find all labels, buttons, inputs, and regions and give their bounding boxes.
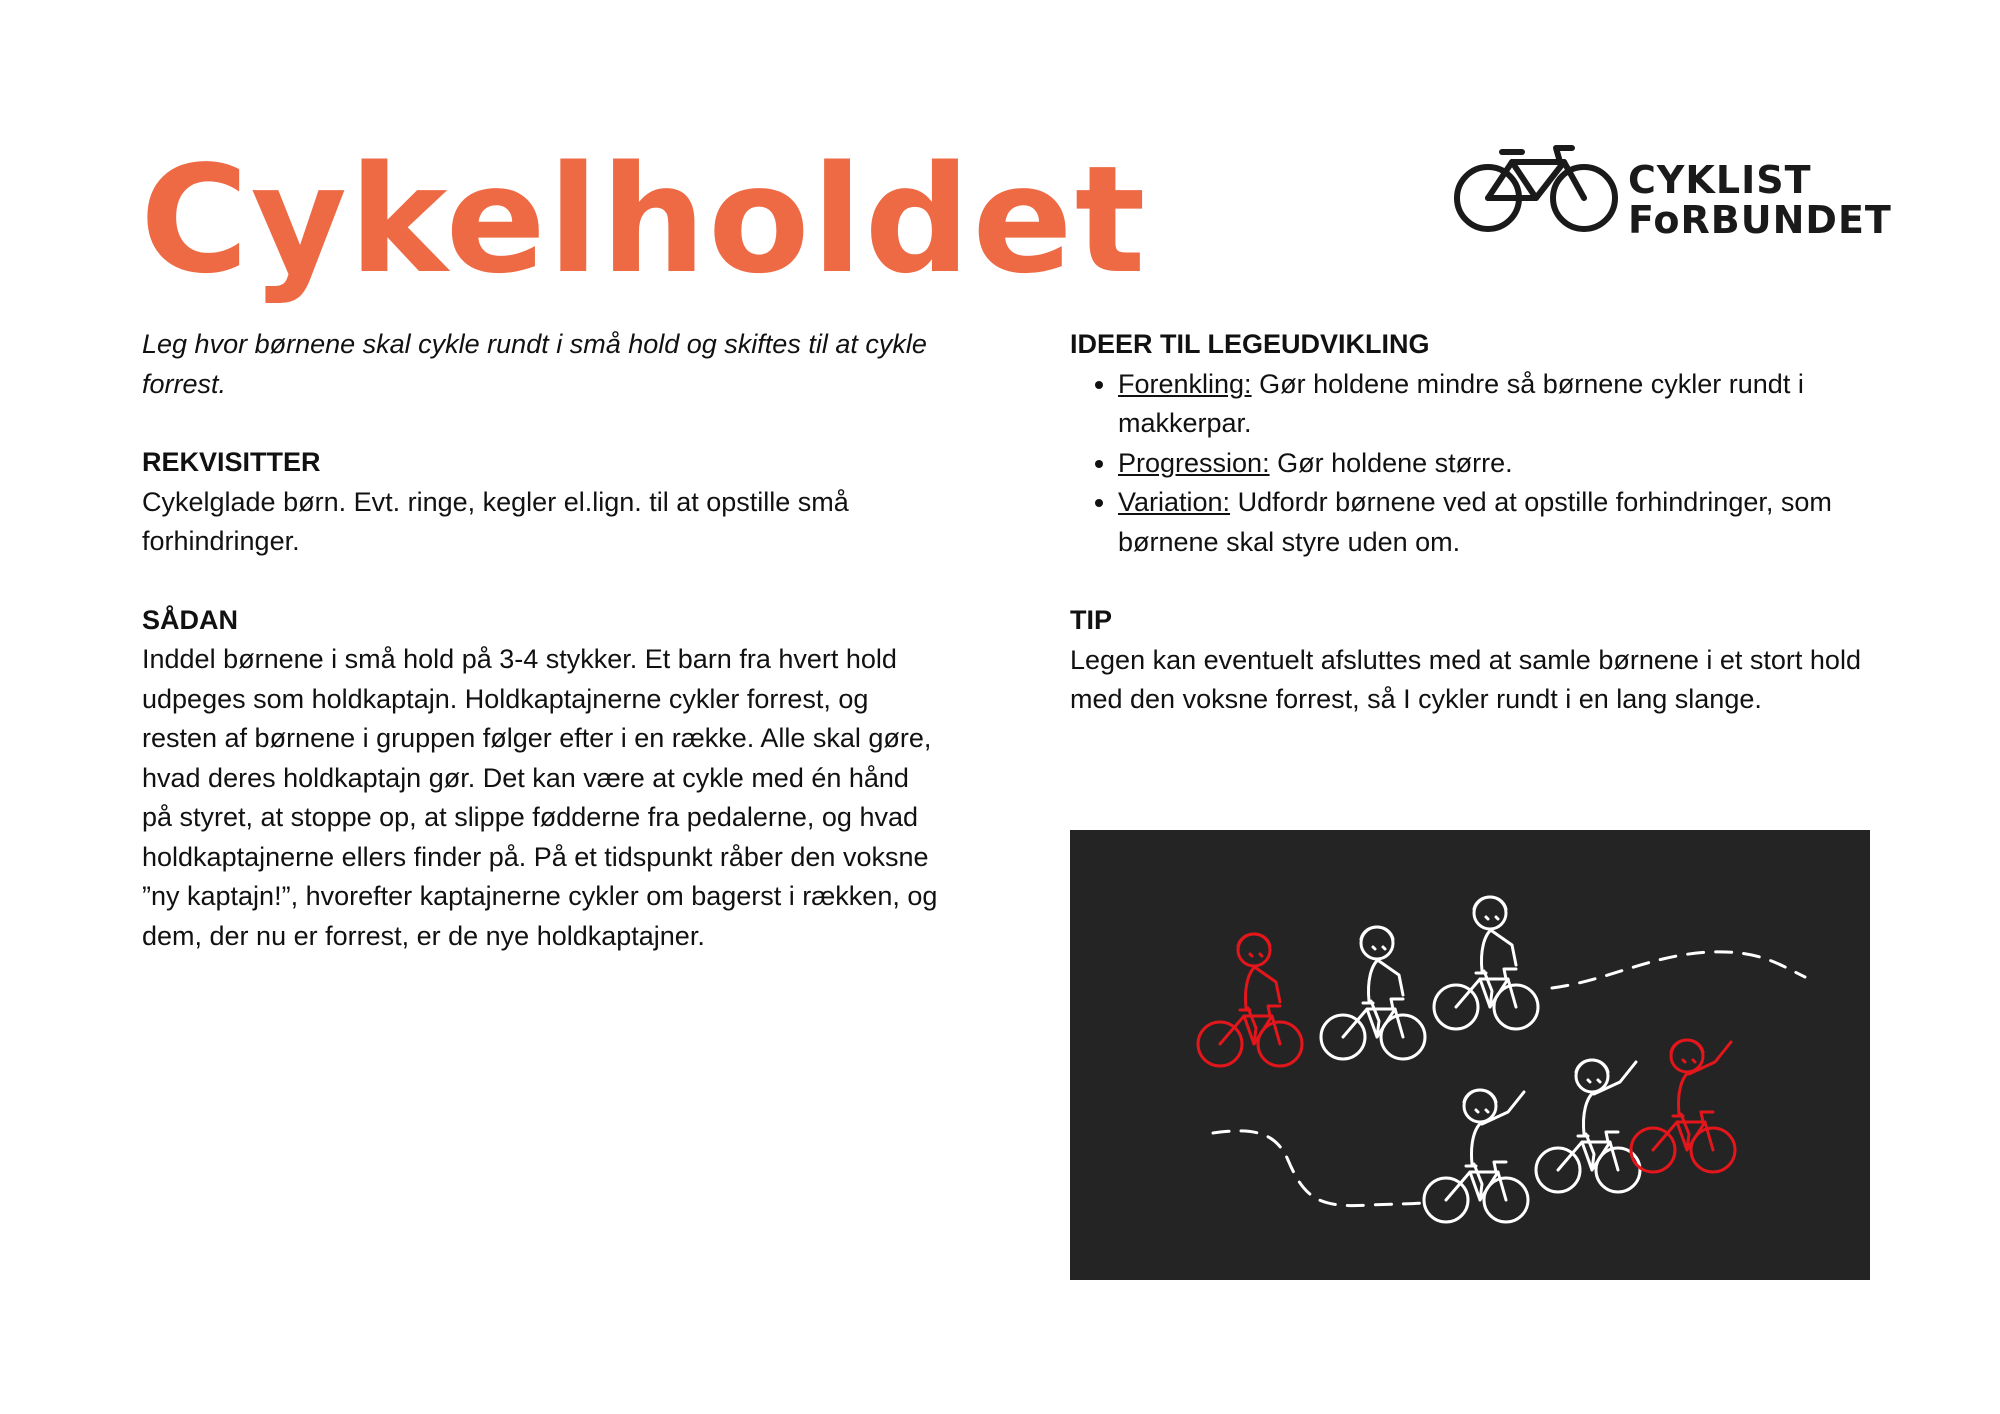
rider-bottom-2 (1536, 1060, 1640, 1192)
props-heading: REKVISITTER (142, 447, 321, 477)
left-column (142, 325, 942, 995)
logo-line-1: CYKLIST (1628, 158, 1812, 202)
cyklistforbundet-logo (1452, 140, 1892, 242)
idea-text: Udfordr børnene ved at opstille forhindringer, som børnene skal styre uden om. (1118, 487, 1832, 557)
idea-item-variation (1118, 483, 1870, 562)
props-text: Cykelglade børn. Evt. ringe, kegler el.lign. til at opstille små forhindringer. (142, 486, 849, 556)
logo-text (1628, 160, 1892, 240)
cyclists-illustration (1070, 830, 1870, 1280)
rider-top-3 (1434, 897, 1538, 1029)
idea-text: Gør holdene mindre så børnene cykler rundt i makkerpar. (1118, 368, 1804, 438)
how-heading: SÅDAN (142, 604, 239, 635)
idea-item-progression (1118, 444, 1870, 484)
dashed-path-bottom (1213, 1131, 1422, 1206)
ideas-list (1070, 365, 1870, 563)
idea-item-simplification (1118, 365, 1870, 444)
rider-top-2 (1321, 927, 1425, 1059)
idea-term: Progression: (1118, 447, 1270, 478)
captain-rider-top (1198, 934, 1302, 1066)
page-title: Cykelholdet (140, 134, 1148, 306)
intro-text: Leg hvor børnene skal cykle rundt i små hold og skiftes til at cykle forrest. (142, 329, 927, 399)
cyclists-drawing (1070, 830, 1870, 1280)
ideas-heading: IDEER TIL LEGEUDVIKLING (1070, 329, 1430, 359)
rider-bottom-1 (1424, 1090, 1528, 1222)
idea-text: Gør holdene større. (1269, 447, 1513, 478)
captain-rider-bottom (1631, 1040, 1735, 1172)
dashed-path-top (1552, 952, 1805, 988)
bicycle-icon (1452, 140, 1622, 240)
idea-term: Variation: (1118, 487, 1231, 517)
right-column (1070, 325, 1870, 720)
tip-text: Legen kan eventuelt afsluttes med at samle børnene i et stort hold med den voksne forrest, så I cykler rundt i en lang slange. (1070, 644, 1861, 714)
tip-heading: TIP (1070, 605, 1113, 635)
how-text: Inddel børnene i små hold på 3-4 stykker. Et barn fra hvert hold udpeges som holdkaptajn. Holdkaptajnerne cykler forrest, og resten af børnene i gruppen følger efter i en række. Alle skal gøre, hvad deres holdkaptajn gør. Det kan være at cykle med én hånd på styret, at stoppe op, at slippe fødderne fra pedalerne, og hvad holdkaptajnerne ellers finder på. På et tidspunkt råber den voksne ”ny kaptajn!”, hvorefter kaptajnerne cykler om bagerst i rækken, og dem, der nu er forrest, er de nye holdkaptajner. (142, 644, 938, 951)
idea-term: Forenkling: (1118, 368, 1252, 399)
logo-line-2: FoRBUNDET (1628, 198, 1892, 242)
